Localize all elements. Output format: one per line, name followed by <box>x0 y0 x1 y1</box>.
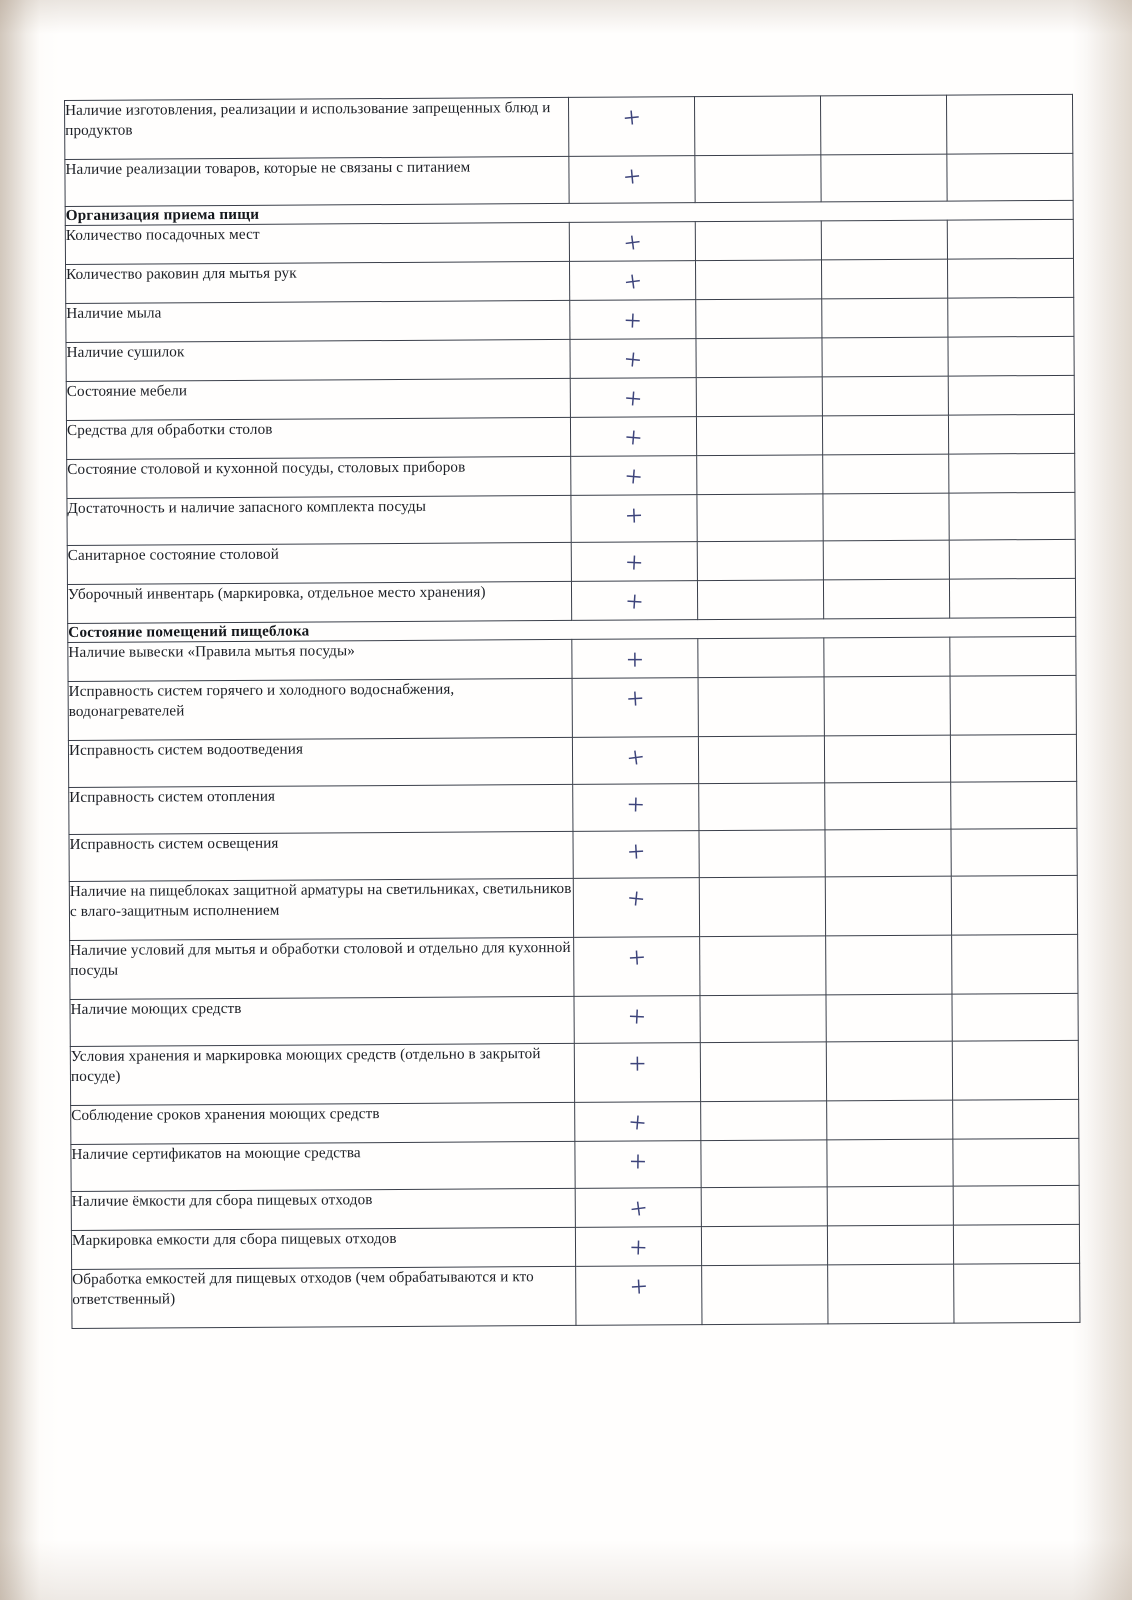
empty-note-cell[interactable] <box>949 492 1075 540</box>
criterion-label-cell: Исправность систем водоотведения <box>68 737 572 787</box>
handwritten-check-mark: + <box>621 100 642 136</box>
table-row <box>70 993 1078 1046</box>
criterion-label-cell: Соблюдение сроков хранения моющих средств <box>71 1102 575 1144</box>
criterion-label-cell: Достаточность и наличие запасного комплекта посуды <box>67 495 571 545</box>
empty-note-cell[interactable] <box>701 1187 827 1227</box>
table-row <box>71 1224 1079 1269</box>
handwritten-check-mark: + <box>625 499 644 533</box>
empty-note-cell[interactable] <box>702 1265 828 1325</box>
empty-note-cell[interactable] <box>697 494 823 542</box>
mark-cell[interactable] <box>572 678 698 738</box>
empty-note-cell[interactable] <box>949 453 1075 493</box>
criterion-label-cell: Обработка емкостей для пищевых отходов (чем обрабатываются и кто ответственный) <box>72 1266 576 1328</box>
empty-note-cell[interactable] <box>698 677 824 737</box>
handwritten-check-mark: + <box>623 304 642 338</box>
empty-note-cell[interactable] <box>822 298 948 338</box>
empty-note-cell[interactable] <box>696 377 822 417</box>
empty-note-cell[interactable] <box>948 336 1074 376</box>
empty-note-cell[interactable] <box>823 454 949 494</box>
criterion-label-cell: Наличие на пищеблоках защитной арматуры на светильниках, светильников с влаго-защитным исполнением <box>69 878 573 940</box>
table-row <box>68 636 1076 681</box>
checklist-table <box>64 94 1080 1329</box>
mark-cell[interactable] <box>571 495 697 543</box>
table-row <box>70 1040 1078 1105</box>
table-row <box>68 675 1076 740</box>
empty-note-cell[interactable] <box>697 580 823 620</box>
empty-note-cell[interactable] <box>697 541 823 581</box>
empty-note-cell[interactable] <box>701 1101 827 1141</box>
mark-cell[interactable] <box>572 639 698 679</box>
table-row <box>65 219 1073 264</box>
mark-cell[interactable] <box>569 156 695 204</box>
handwritten-check-mark: + <box>625 682 645 716</box>
empty-note-cell[interactable] <box>699 830 825 878</box>
empty-note-cell[interactable] <box>824 676 950 736</box>
mark-cell[interactable] <box>569 222 695 262</box>
empty-note-cell[interactable] <box>827 1186 953 1226</box>
criterion-label-cell: Состояние столовой и кухонной посуды, столовых приборов <box>67 456 571 498</box>
table-row <box>67 578 1075 623</box>
empty-note-cell[interactable] <box>821 259 947 299</box>
empty-note-cell[interactable] <box>827 1225 953 1265</box>
table-row <box>71 1138 1079 1191</box>
table-row <box>69 781 1077 834</box>
empty-note-cell[interactable] <box>826 935 952 995</box>
empty-note-cell[interactable] <box>823 540 949 580</box>
empty-note-cell[interactable] <box>954 1263 1080 1323</box>
table-row <box>69 828 1077 881</box>
empty-note-cell[interactable] <box>823 493 949 541</box>
empty-note-cell[interactable] <box>952 1040 1078 1100</box>
empty-note-cell[interactable] <box>828 1264 954 1324</box>
criterion-label-cell: Наличие мыла <box>66 300 570 342</box>
form-sheet <box>64 94 1079 1329</box>
empty-note-cell[interactable] <box>694 96 820 156</box>
empty-note-cell[interactable] <box>947 258 1073 298</box>
criterion-label-cell: Наличие реализации товаров, которые не связаны с питанием <box>65 156 569 206</box>
mark-cell[interactable] <box>575 1188 701 1228</box>
mark-cell[interactable] <box>570 378 696 418</box>
handwritten-check-mark: + <box>626 881 647 917</box>
handwritten-check-mark: + <box>627 1000 647 1034</box>
empty-note-cell[interactable] <box>953 1099 1079 1139</box>
empty-note-cell[interactable] <box>696 338 822 378</box>
mark-cell[interactable] <box>575 1227 701 1267</box>
section-title: Организация приема пищи <box>65 200 1073 225</box>
mark-cell[interactable] <box>574 937 700 997</box>
table-row <box>66 336 1074 381</box>
table-row <box>69 875 1077 940</box>
empty-note-cell[interactable] <box>695 260 821 300</box>
handwritten-check-mark: + <box>624 546 644 580</box>
empty-note-cell[interactable] <box>823 579 949 619</box>
empty-note-cell[interactable] <box>696 299 822 339</box>
criterion-label-cell: Исправность систем горячего и холодного водоснабжения, водонагревателей <box>68 678 572 740</box>
table-row <box>65 94 1073 159</box>
empty-note-cell[interactable] <box>696 416 822 456</box>
handwritten-check-mark: + <box>624 585 644 620</box>
criterion-label-cell: Средства для обработки столов <box>66 417 570 459</box>
mark-cell[interactable] <box>571 542 697 582</box>
handwritten-check-mark: + <box>629 1231 648 1265</box>
empty-note-cell[interactable] <box>946 94 1072 154</box>
empty-note-cell[interactable] <box>820 95 946 155</box>
handwritten-check-mark: + <box>628 1047 646 1081</box>
empty-note-cell[interactable] <box>822 415 948 455</box>
empty-note-cell[interactable] <box>698 638 824 678</box>
table-row <box>71 1185 1079 1230</box>
empty-note-cell[interactable] <box>953 1224 1079 1264</box>
mark-cell[interactable] <box>573 831 699 879</box>
empty-note-cell[interactable] <box>821 154 947 202</box>
empty-note-cell[interactable] <box>695 221 821 261</box>
criterion-label-cell: Исправность систем отопления <box>69 784 573 834</box>
empty-note-cell[interactable] <box>701 1140 827 1188</box>
criterion-label-cell: Исправность систем освещения <box>69 831 573 881</box>
empty-note-cell[interactable] <box>952 993 1078 1041</box>
table-row <box>66 297 1074 342</box>
empty-note-cell[interactable] <box>824 735 950 783</box>
table-row <box>66 258 1074 303</box>
empty-note-cell[interactable] <box>949 539 1075 579</box>
mark-cell[interactable] <box>570 339 696 379</box>
criterion-label-cell: Количество раковин для мытья рук <box>66 261 570 303</box>
table-row <box>67 539 1075 584</box>
empty-note-cell[interactable] <box>827 1100 953 1140</box>
mark-cell[interactable] <box>574 1043 700 1103</box>
empty-note-cell[interactable] <box>822 337 948 377</box>
empty-note-cell[interactable] <box>949 578 1075 618</box>
empty-note-cell[interactable] <box>825 876 951 936</box>
mark-cell[interactable] <box>571 581 697 621</box>
handwritten-check-mark: + <box>626 788 645 822</box>
mark-cell[interactable] <box>570 300 696 340</box>
empty-note-cell[interactable] <box>948 414 1074 454</box>
empty-note-cell[interactable] <box>947 219 1073 259</box>
table-row <box>66 375 1074 420</box>
table-row <box>71 1099 1079 1144</box>
mark-cell[interactable] <box>570 417 696 457</box>
criterion-label-cell: Маркировка емкости для сбора пищевых отходов <box>71 1227 575 1269</box>
handwritten-check-mark: + <box>629 1145 647 1179</box>
handwritten-check-mark: + <box>625 740 647 776</box>
handwritten-check-mark: + <box>627 1105 648 1141</box>
criterion-label-cell: Наличие моющих средств <box>70 996 574 1046</box>
section-title: Состояние помещений пищеблока <box>68 617 1076 642</box>
empty-note-cell[interactable] <box>699 783 825 831</box>
mark-cell[interactable] <box>574 996 700 1044</box>
table-row <box>68 734 1076 787</box>
handwritten-check-mark: + <box>623 381 643 417</box>
empty-note-cell[interactable] <box>821 220 947 260</box>
empty-note-cell[interactable] <box>950 636 1076 676</box>
empty-note-cell[interactable] <box>947 153 1073 201</box>
empty-note-cell[interactable] <box>827 1139 953 1187</box>
empty-note-cell[interactable] <box>952 934 1078 994</box>
mark-cell[interactable] <box>573 784 699 832</box>
criterion-label-cell: Состояние мебели <box>66 378 570 420</box>
empty-note-cell[interactable] <box>951 875 1077 935</box>
empty-note-cell[interactable] <box>953 1138 1079 1186</box>
handwritten-check-mark: + <box>623 420 644 456</box>
empty-note-cell[interactable] <box>948 375 1074 415</box>
handwritten-check-mark: + <box>622 342 643 378</box>
empty-note-cell[interactable] <box>825 829 951 877</box>
criterion-label-cell: Количество посадочных мест <box>65 222 569 264</box>
handwritten-check-mark: + <box>626 643 644 677</box>
handwritten-check-mark: + <box>622 159 643 195</box>
empty-note-cell[interactable] <box>700 1042 826 1102</box>
table-row <box>65 153 1073 206</box>
criterion-label-cell: Наличие изготовления, реализации и использование запрещенных блюд и продуктов <box>65 97 569 159</box>
handwritten-check-mark: + <box>626 835 646 869</box>
handwritten-check-mark: + <box>627 941 647 975</box>
empty-note-cell[interactable] <box>950 734 1076 782</box>
empty-note-cell[interactable] <box>697 455 823 495</box>
empty-note-cell[interactable] <box>700 936 826 996</box>
empty-note-cell[interactable] <box>699 877 825 937</box>
empty-note-cell[interactable] <box>950 675 1076 735</box>
criterion-label-cell: Наличие сушилок <box>66 339 570 381</box>
empty-note-cell[interactable] <box>826 994 952 1042</box>
empty-note-cell[interactable] <box>825 782 951 830</box>
empty-note-cell[interactable] <box>953 1185 1079 1225</box>
mark-cell[interactable] <box>573 878 699 938</box>
table-row <box>72 1263 1080 1328</box>
criterion-label-cell: Наличие сертификатов на моющие средства <box>71 1141 575 1191</box>
empty-note-cell[interactable] <box>948 297 1074 337</box>
criterion-label-cell: Условия хранения и маркировка моющих средств (отдельно в закрытой посуде) <box>70 1043 574 1105</box>
criterion-label-cell: Наличие ёмкости для сбора пищевых отходов <box>71 1188 575 1230</box>
table-row <box>67 453 1075 498</box>
criterion-label-cell: Санитарное состояние столовой <box>67 542 571 584</box>
mark-cell[interactable] <box>568 97 694 157</box>
mark-cell[interactable] <box>571 456 697 496</box>
handwritten-check-mark: + <box>622 264 644 300</box>
table-row <box>66 414 1074 459</box>
handwritten-check-mark: + <box>622 225 644 261</box>
table-row <box>70 934 1078 999</box>
empty-note-cell[interactable] <box>701 1226 827 1266</box>
handwritten-check-mark: + <box>628 1191 650 1227</box>
handwritten-check-mark: + <box>623 459 644 495</box>
empty-note-cell[interactable] <box>951 828 1077 876</box>
table-row <box>67 492 1075 545</box>
criterion-label-cell: Уборочный инвентарь (маркировка, отдельное место хранения) <box>67 581 571 623</box>
handwritten-check-mark: + <box>629 1270 649 1304</box>
mark-cell[interactable] <box>569 261 695 301</box>
criterion-label-cell: Наличие условий для мытья и обработки столовой и отдельно для кухонной посуды <box>70 937 574 999</box>
empty-note-cell[interactable] <box>822 376 948 416</box>
criterion-label-cell: Наличие вывески «Правила мытья посуды» <box>68 639 572 681</box>
empty-note-cell[interactable] <box>951 781 1077 829</box>
mark-cell[interactable] <box>575 1141 701 1189</box>
empty-note-cell[interactable] <box>826 1041 952 1101</box>
mark-cell[interactable] <box>576 1266 702 1326</box>
mark-cell[interactable] <box>572 737 698 785</box>
empty-note-cell[interactable] <box>698 736 824 784</box>
empty-note-cell[interactable] <box>695 155 821 203</box>
empty-note-cell[interactable] <box>700 995 826 1043</box>
empty-note-cell[interactable] <box>824 637 950 677</box>
mark-cell[interactable] <box>575 1102 701 1142</box>
